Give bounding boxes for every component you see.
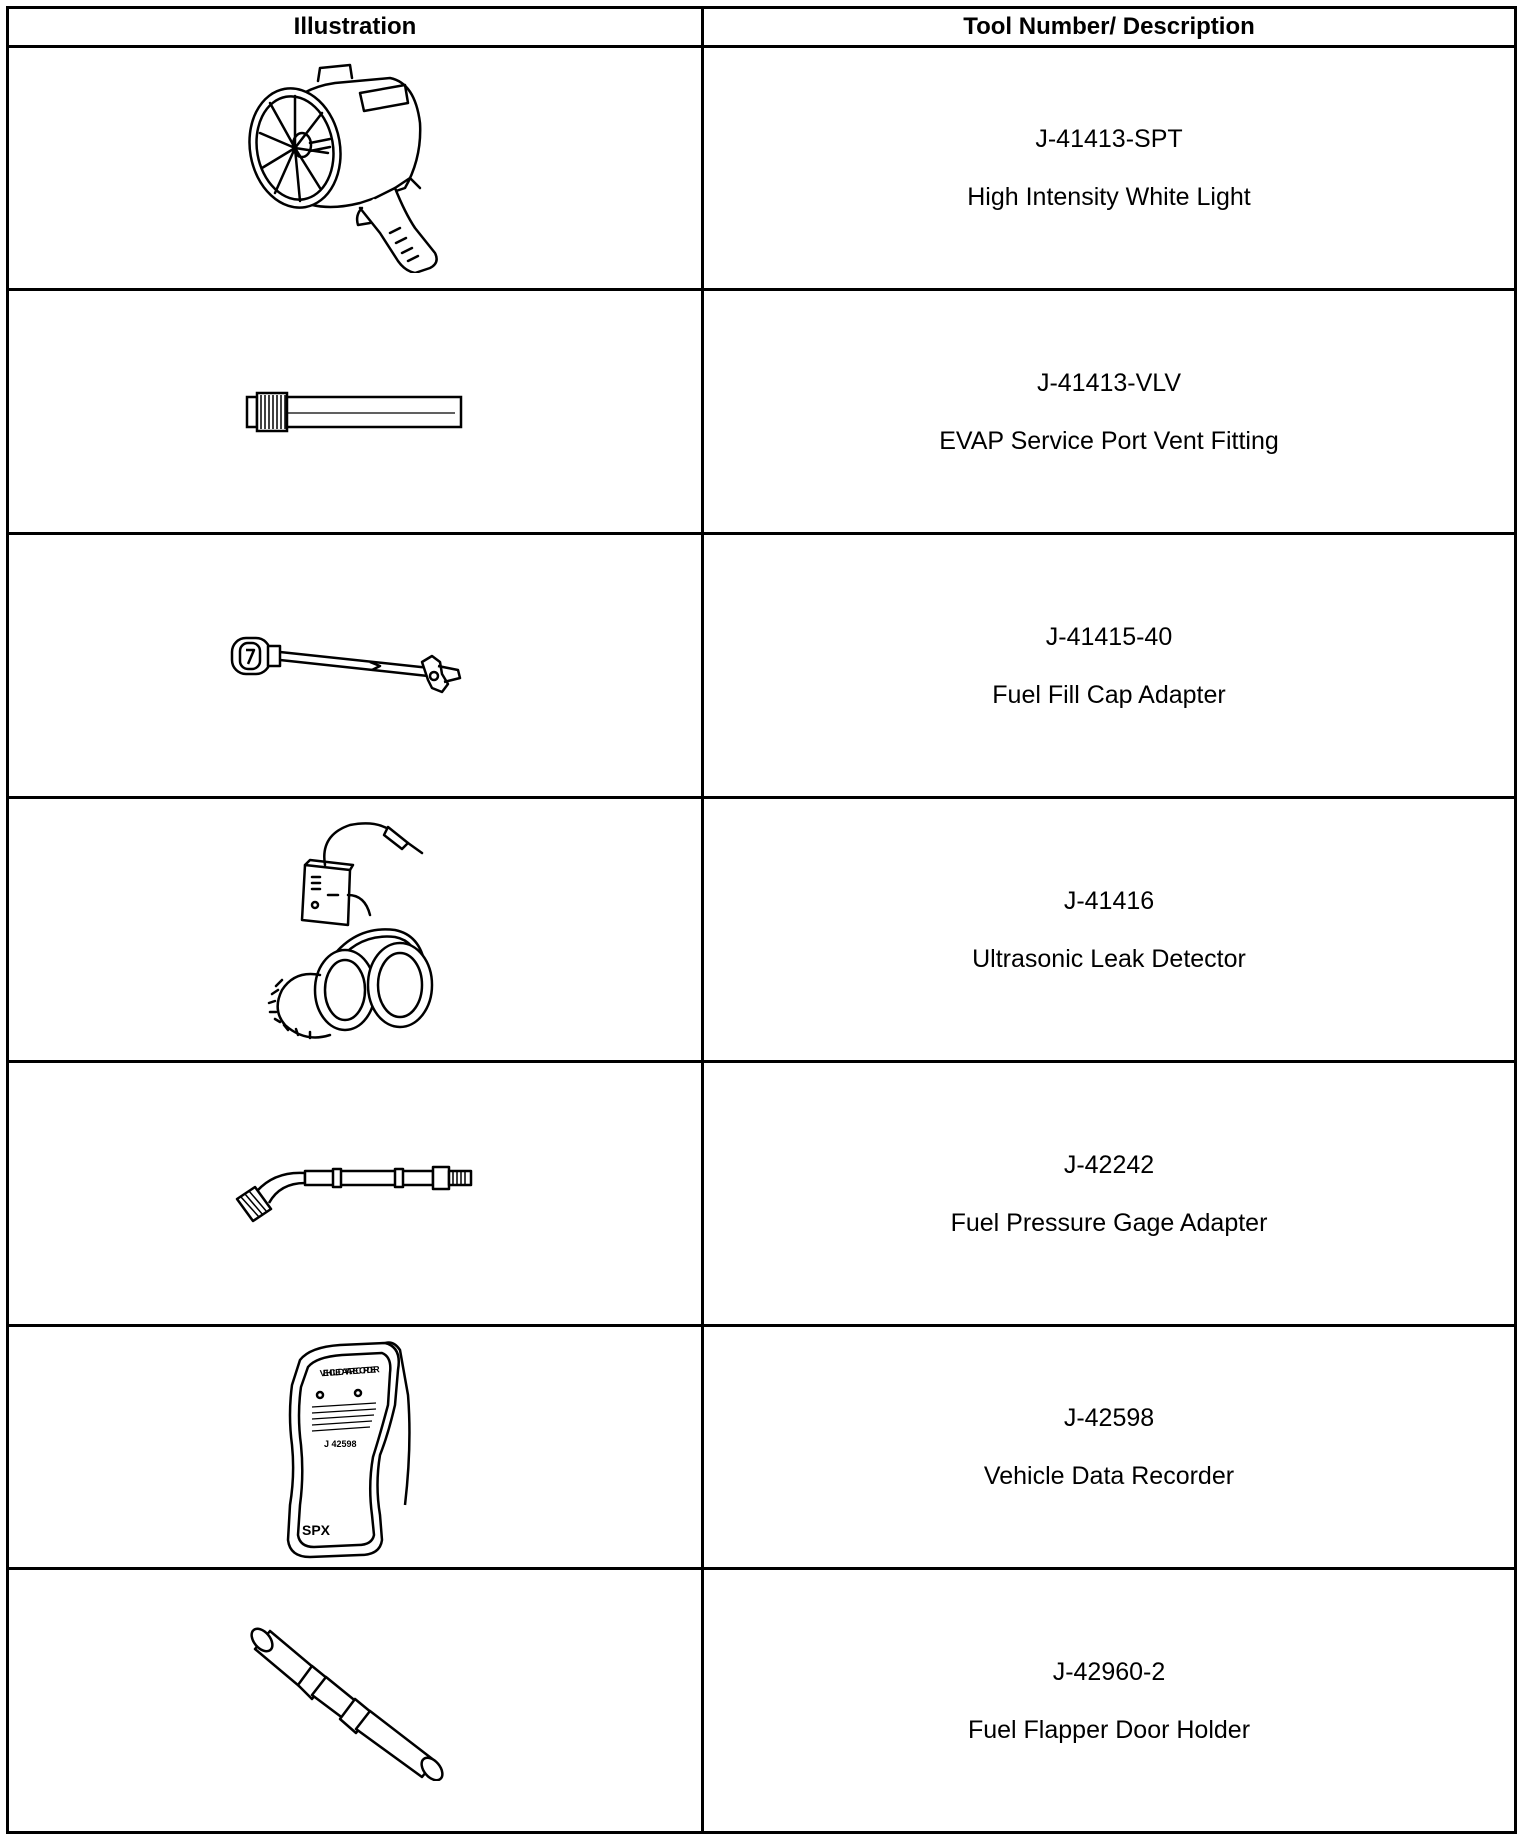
illustration-cell xyxy=(8,1569,703,1833)
illustration-cell xyxy=(8,798,703,1062)
tool-description: Fuel Fill Cap Adapter xyxy=(992,680,1226,709)
illustration-cell xyxy=(8,290,703,534)
flapper-door-holder-icon xyxy=(250,1621,460,1781)
table-row xyxy=(8,1569,1516,1833)
header-row xyxy=(8,8,1516,47)
tool-number-description-header: Tool Number/ Description xyxy=(703,8,1516,47)
table-row xyxy=(8,47,1516,290)
tool-number: J-42598 xyxy=(1063,1404,1155,1432)
table-row xyxy=(8,798,1516,1062)
tool-description: High Intensity White Light xyxy=(967,183,1251,211)
tool-number: J-42960-2 xyxy=(1052,1657,1166,1686)
fuel-cap-adapter-icon xyxy=(230,626,480,706)
illustration-cell xyxy=(8,47,703,290)
description-cell xyxy=(703,534,1516,798)
tool-number: J-41415-40 xyxy=(1045,622,1173,651)
description-cell xyxy=(703,798,1516,1062)
tool-description: Vehicle Data Recorder xyxy=(983,1462,1235,1490)
vent-fitting-icon xyxy=(245,387,465,437)
table-row xyxy=(8,534,1516,798)
tool-description: Fuel Flapper Door Holder xyxy=(967,1715,1251,1744)
table-row xyxy=(8,1326,1516,1569)
table-row xyxy=(8,290,1516,534)
special-tools-table xyxy=(6,6,1517,1834)
data-recorder-icon xyxy=(280,1335,430,1560)
tool-number: J-41413-SPT xyxy=(1035,125,1183,153)
tool-number: J-41413-VLV xyxy=(1036,368,1182,397)
table-row xyxy=(8,1062,1516,1326)
description-cell xyxy=(703,1062,1516,1326)
illustration-cell xyxy=(8,1062,703,1326)
description-cell xyxy=(703,290,1516,534)
description-cell xyxy=(703,47,1516,290)
recorder-title: VEHICLE DATA RECORDER xyxy=(319,1363,381,1378)
illustration-cell xyxy=(8,1326,703,1569)
gage-adapter-icon xyxy=(235,1159,475,1229)
leak-detector-icon xyxy=(260,815,450,1045)
tool-number: J-41416 xyxy=(1063,886,1155,915)
recorder-model: J 42598 xyxy=(324,1438,357,1449)
tool-number: J-42242 xyxy=(1063,1150,1155,1179)
spotlight-icon xyxy=(240,63,470,273)
description-cell xyxy=(703,1569,1516,1833)
tool-description: Ultrasonic Leak Detector xyxy=(972,944,1246,973)
description-cell xyxy=(703,1326,1516,1569)
illustration-header: Illustration xyxy=(8,8,703,47)
illustration-cell xyxy=(8,534,703,798)
recorder-brand: SPX xyxy=(302,1521,331,1538)
tool-description: EVAP Service Port Vent Fitting xyxy=(939,426,1279,455)
tool-description: Fuel Pressure Gage Adapter xyxy=(950,1208,1268,1237)
